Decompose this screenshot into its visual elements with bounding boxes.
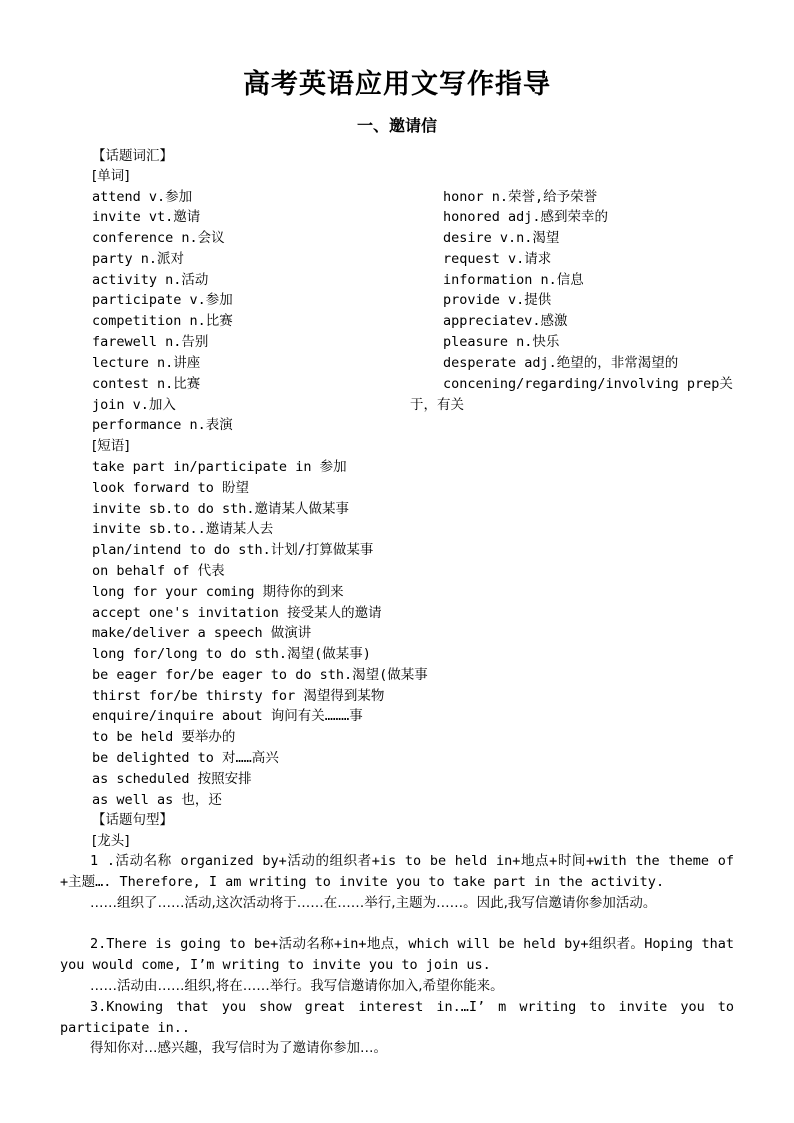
word-item: participate v.参加: [92, 292, 233, 308]
phrase-item: look forward to 盼望: [92, 480, 250, 496]
word-item: competition n.比赛: [92, 313, 233, 329]
phrase-item: as well as 也，还: [92, 792, 222, 808]
word-item: lecture n.讲座: [92, 355, 201, 371]
phrase-item: be delighted to 对……高兴: [92, 750, 279, 766]
phrase-item: to be held 要举办的: [92, 729, 236, 745]
word-item: concening/regarding/involving prep关: [443, 376, 733, 392]
phrase-item: enquire/inquire about 询问有关………事: [92, 708, 363, 724]
sentence-translation: ……组织了……活动,这次活动将于……在……举行,主题为……。因此,我写信邀请你参加活动。: [90, 895, 657, 911]
word-item: request v.请求: [443, 251, 552, 267]
sentence-pattern: 2.There is going to be+活动名称+in+地点，which will be held by+组织者。Hoping that you would come, I’m writing to invite you to join us.: [60, 936, 734, 973]
word-item: activity n.活动: [92, 272, 209, 288]
word-item: honor n.荣誉,给予荣誉: [443, 189, 598, 205]
word-item: provide v.提供: [443, 292, 552, 308]
word-item: appreciatev.感激: [443, 313, 568, 329]
word-item-wrap: 于，有关: [410, 397, 464, 413]
phrase-item: take part in/participate in 参加: [92, 459, 347, 475]
word-item: desperate adj.绝望的，非常渴望的: [443, 355, 679, 371]
sentences-heading: 【话题句型】: [92, 812, 173, 828]
phrase-item: plan/intend to do sth.计划/打算做某事: [92, 542, 374, 558]
sentence-translation: 得知你对…感兴趣，我写信时为了邀请你参加…。: [90, 1040, 387, 1056]
phrase-item: be eager for/be eager to do sth.渴望(做某事: [92, 667, 428, 683]
document-title: 高考英语应用文写作指导: [243, 69, 551, 100]
word-item: performance n.表演: [92, 417, 233, 433]
phrase-item: invite sb.to..邀请某人去: [92, 521, 274, 537]
phrase-item: long for/long to do sth.渴望(做某事): [92, 646, 371, 662]
words-heading: [单词]: [92, 168, 130, 184]
sentence-pattern: 1 .活动名称 organized by+活动的组织者+is to be held in+地点+时间+with the theme of +主题…. Therefore, I am writing to invite you to take part in the activity.: [60, 853, 734, 890]
phrase-item: make/deliver a speech 做演讲: [92, 625, 312, 641]
word-item: contest n.比赛: [92, 376, 201, 392]
sentence-pattern: 3.Knowing that you show great interest in.…I’ m writing to invite you to participate in..: [60, 999, 734, 1036]
word-item: information n.信息: [443, 272, 584, 288]
word-item: attend v.参加: [92, 189, 193, 205]
word-item: conference n.会议: [92, 230, 225, 246]
phrases-heading: [短语]: [92, 438, 130, 454]
word-item: join v.加入: [92, 397, 176, 413]
word-item: honored adj.感到荣幸的: [443, 209, 609, 225]
phrase-item: as scheduled 按照安排: [92, 771, 252, 787]
phrase-item: invite sb.to do sth.邀请某人做某事: [92, 501, 350, 517]
word-item: pleasure n.快乐: [443, 334, 560, 350]
phrase-item: long for your coming 期待你的到来: [92, 584, 344, 600]
word-item: farewell n.告别: [92, 334, 209, 350]
phrase-item: accept one's invitation 接受某人的邀请: [92, 605, 382, 621]
phrase-item: on behalf of 代表: [92, 563, 225, 579]
section-title: 一、邀请信: [356, 116, 437, 135]
sentence-translation: ……活动由……组织,将在……举行。我写信邀请你加入,希望你能来。: [90, 978, 504, 994]
word-item: desire v.n.渴望: [443, 230, 560, 246]
opening-heading: [龙头]: [92, 833, 130, 849]
word-item: party n.派对: [92, 251, 185, 267]
word-item: invite vt.邀请: [92, 209, 201, 225]
phrase-item: thirst for/be thirsty for 渴望得到某物: [92, 688, 385, 704]
vocab-heading: 【话题词汇】: [92, 148, 173, 164]
